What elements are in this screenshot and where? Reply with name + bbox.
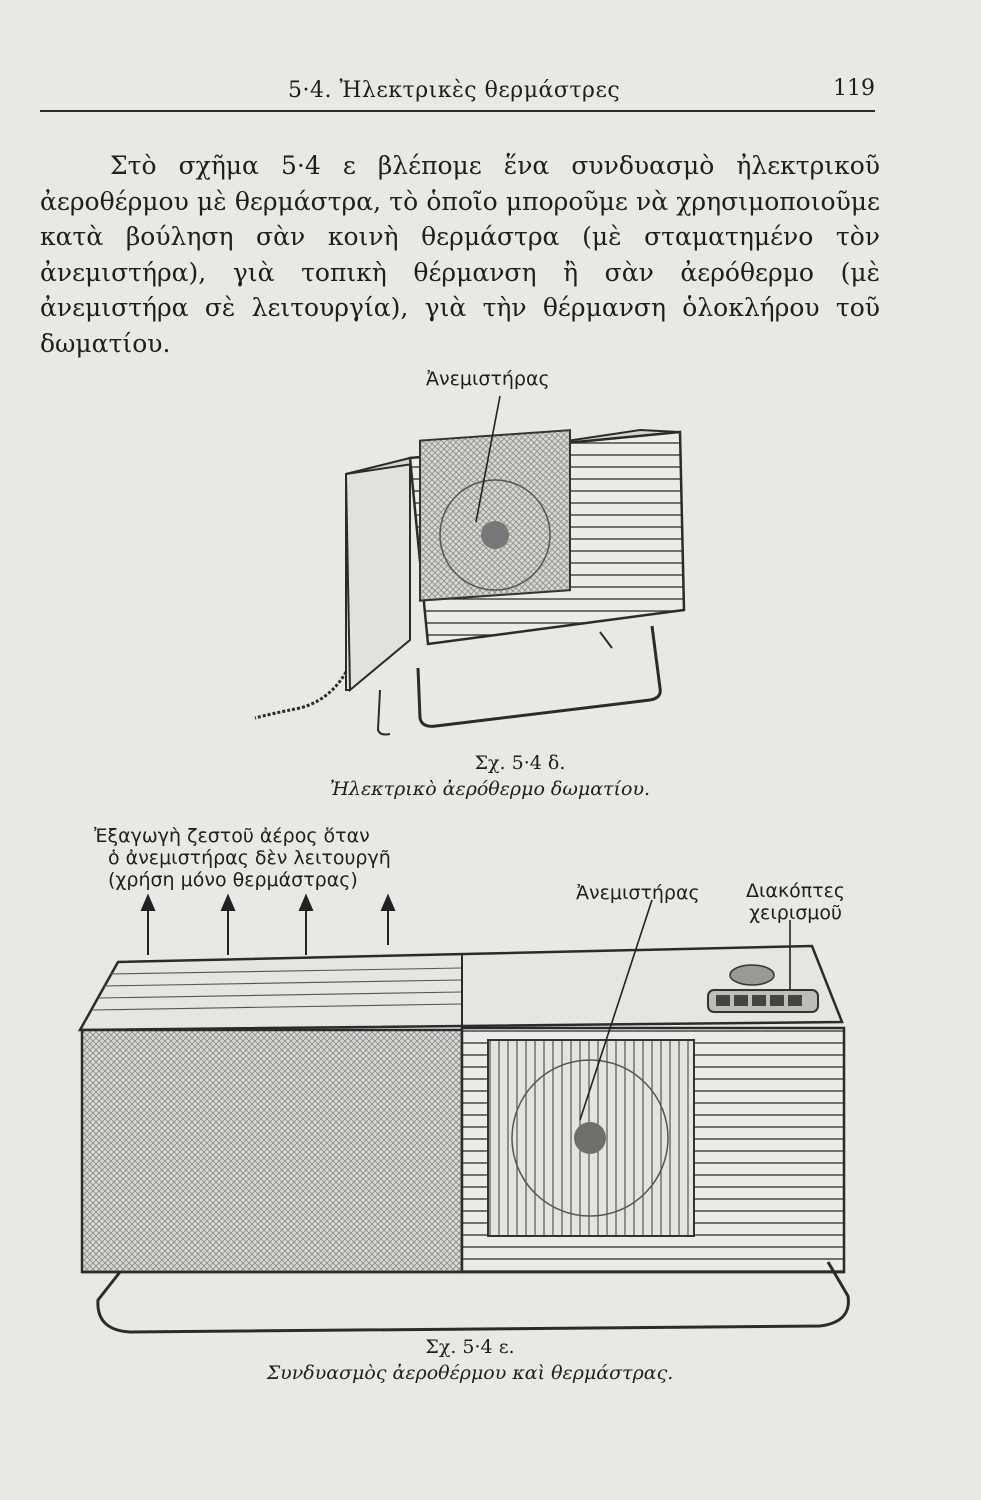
fan-heater-drawing xyxy=(255,396,684,735)
hot-air-line-2: ὁ ἀνεμιστήρας δὲν λειτουργῆ xyxy=(108,847,391,869)
hot-air-line-1: Ἐξαγωγὴ ζεστοῦ ἀέρος ὅταν xyxy=(94,825,370,847)
fig-d-caption-title: Ἠλεκτρικὸ ἀερόθερμο δωματίου. xyxy=(329,778,651,800)
combination-heater-drawing xyxy=(80,896,848,1332)
fig-e-switches-label xyxy=(746,880,845,924)
fig-e-caption-title: Συνδυασμὸς ἀεροθέρμου καὶ θερμάστρας. xyxy=(266,1362,674,1384)
switches-line-1: Διακόπτες xyxy=(746,880,846,902)
body-paragraph: Στὸ σχῆμα 5·4 ε βλέπομε ἕνα συνδυασμὸ ἠλεκτρικοῦ ἀεροθέρμου μὲ θερμάστρα, τὸ ὁποῖο μποροῦμε νὰ χρησιμοποιοῦμε κατὰ βούληση σὰν κοινὴ θερμάστρα (μὲ σταματημένο τὸν ἀνεμιστήρα), γιὰ τοπικὴ θέρμανση ἢ σὰν ἀερόθερμο (μὲ ἀνεμιστήρα σὲ λειτουργία), γιὰ τὴν θέρμανση ὁλοκλήρου τοῦ δωματίου. xyxy=(40,151,880,358)
fig-d-caption-number: Σχ. 5·4 δ. xyxy=(474,752,566,774)
section-title: 5·4. Ἠλεκτρικὲς θερμάστρες xyxy=(288,78,621,103)
switches-line-2: χειρισμοῦ xyxy=(749,902,842,924)
fig-e-fan-label: Ἀνεμιστήρας xyxy=(576,882,700,904)
fig-e-caption-number: Σχ. 5·4 ε. xyxy=(425,1336,515,1358)
fig-d-fan-label: Ἀνεμιστήρας xyxy=(426,368,550,390)
fig-e-hot-air-label xyxy=(94,825,391,891)
hot-air-line-3: (χρήση μόνο θερμάστρας) xyxy=(108,869,358,891)
page-number: 119 xyxy=(833,76,875,101)
